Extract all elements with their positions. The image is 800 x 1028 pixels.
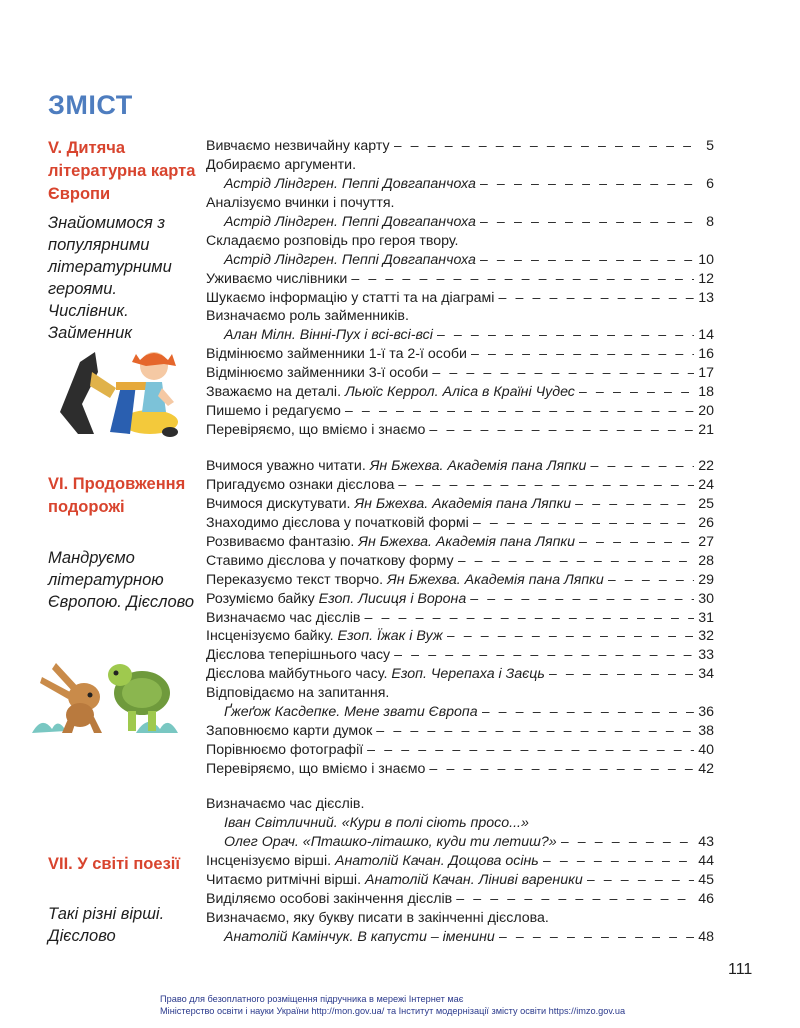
toc-entry — [206, 684, 714, 703]
toc-entry-topic: Розуміємо байку — [206, 590, 319, 607]
toc-entry — [206, 495, 714, 514]
toc-leader — [367, 741, 694, 760]
toc-entry-text — [206, 345, 467, 364]
toc-entry-topic: Дієслова майбутнього часу. — [206, 666, 392, 683]
toc-entry-text — [206, 495, 571, 514]
toc-entry — [206, 514, 714, 533]
toc-entry-text — [206, 852, 539, 871]
toc-page-number: 45 — [698, 871, 714, 888]
toc-leader — [432, 364, 694, 383]
toc-entry — [206, 251, 714, 270]
toc-entry-text — [206, 289, 494, 308]
toc-entry — [206, 722, 714, 741]
toc-entry-text — [206, 364, 428, 383]
toc-entry-work-title: Ян Бжехва. Академія пана Ляпки — [369, 458, 587, 474]
toc-entry-text — [224, 213, 476, 232]
toc-page-number: 24 — [698, 476, 714, 493]
toc-entry-text — [206, 909, 549, 928]
toc-entry-topic: Відмінюємо займенники 1-ї та 2-ї особи — [206, 346, 467, 363]
toc-entry-work-title: Анатолій Качан. Дощова осінь — [334, 852, 539, 869]
toc-entry-text — [206, 684, 389, 703]
toc-leader — [471, 345, 694, 364]
toc-entry-text — [206, 383, 575, 402]
toc-entry-topic: Зважаємо на деталі. — [206, 384, 345, 401]
section-title: VII. У світі поезії — [48, 855, 180, 873]
toc-page-number: 13 — [698, 289, 714, 306]
toc-entry-text — [206, 871, 583, 890]
toc-leader — [499, 928, 694, 947]
toc-page-number: 48 — [698, 928, 714, 945]
toc-page-number: 17 — [698, 365, 714, 382]
toc-leader — [498, 289, 694, 308]
toc-leader — [587, 871, 694, 890]
toc-entry — [206, 175, 714, 194]
toc-entry-topic: Вчимося дискутувати. — [206, 495, 355, 512]
toc-entry — [206, 383, 714, 402]
toc-page-number: 8 — [706, 213, 714, 230]
toc-entry — [206, 402, 714, 421]
toc-page-number: 44 — [698, 852, 714, 869]
toc-page-number: 22 — [698, 458, 714, 474]
toc-entry-topic: Знаходимо дієслова у початковій формі — [206, 514, 469, 531]
toc-leader — [480, 251, 694, 270]
toc-entry-work-title: Астрід Ліндгрен. Пеппі Довгапанчоха — [224, 175, 476, 192]
toc-entry — [206, 833, 714, 852]
toc-entry-text — [206, 722, 372, 741]
toc-entry-topic: Перевіряємо, що вміємо і знаємо — [206, 422, 426, 439]
toc-entry — [206, 457, 714, 476]
toc-entry-text — [206, 270, 347, 289]
toc-entry — [206, 928, 714, 947]
toc-entry-text — [206, 795, 364, 814]
toc-leader — [608, 571, 694, 590]
toc-entry — [206, 156, 714, 175]
toc-page-number: 42 — [698, 761, 714, 777]
toc-entry-work-title: Ґжеґож Касдепке. Мене звати Європа — [224, 704, 478, 721]
toc-entry-topic: Складаємо розповідь про героя твору. — [206, 232, 459, 249]
toc-entry-topic: Визначаємо роль займенників. — [206, 308, 409, 325]
toc-entry-work-title: Іван Світличний. «Кури в полі сіють просо...» — [224, 814, 529, 831]
toc-entry-text — [206, 665, 545, 684]
toc-entry-topic: Відмінюємо займенники 3-ї особи — [206, 365, 429, 382]
toc-entry-text — [206, 741, 363, 760]
toc-entry-topic: Розвиваємо фантазію. — [206, 533, 359, 550]
page-title: ЗМІСТ — [48, 90, 133, 120]
toc-entry-text — [206, 137, 390, 156]
toc-leader — [429, 760, 694, 779]
toc-page-number: 33 — [698, 647, 714, 664]
toc-leader — [579, 383, 694, 402]
toc-page-number: 28 — [698, 552, 714, 569]
toc-leader — [590, 457, 694, 476]
toc-entry-topic: Визначаємо, яку букву писати в закінченні дієслова. — [206, 909, 549, 926]
toc-page-number: 40 — [698, 742, 714, 759]
toc-leader — [480, 175, 694, 194]
toc-page-number: 16 — [698, 346, 714, 363]
toc-entry — [206, 345, 714, 364]
toc-entry-work-title: Анатолій Камінчук. В капусти – іменини — [224, 928, 495, 945]
toc-entry-work-title: Олег Орач. «Пташко-літашко, куди ти летиш?» — [224, 833, 557, 850]
toc-page-number: 34 — [698, 666, 714, 683]
toc-leader — [345, 402, 694, 421]
toc-page-number: 14 — [698, 327, 714, 344]
toc-entry-work-title: Астрід Ліндгрен. Пеппі Довгапанчоха — [224, 213, 476, 230]
section-subtitle: Знайомимося з популярними літературними героями. Числівник. Займенник — [48, 214, 172, 342]
section-title: VI. Продовження подорожі — [48, 475, 186, 516]
toc-entry-topic: Добираємо аргументи. — [206, 156, 357, 173]
toc-entry — [206, 814, 714, 833]
toc-page-number: 32 — [698, 628, 714, 645]
toc-entry-topic: Пишемо і редагуємо — [206, 403, 341, 420]
toc-leader — [473, 514, 694, 533]
toc-entry-topic: Порівнюємо фотографії — [206, 742, 364, 759]
toc-entry-text — [206, 890, 452, 909]
footer-line: Міністерство освіти і науки України http://mon.gov.ua/ та Інститут модернізації змісту освіти https://imzo.gov.ua — [160, 1006, 626, 1016]
toc-entry-topic: Ставимо дієслова у початкову форму — [206, 552, 454, 569]
toc-leader — [480, 213, 694, 232]
toc-leader — [579, 533, 694, 552]
toc-leader — [447, 627, 694, 646]
toc-entry — [206, 213, 714, 232]
toc-entry-work-title: Ян Бжехва. Академія пана Ляпки — [387, 571, 604, 588]
toc-leader — [351, 270, 694, 289]
toc-entry-text — [206, 457, 586, 476]
toc-entry-topic: Заповнюємо карти думок — [206, 723, 373, 740]
toc-entry-text — [206, 627, 443, 646]
toc-entry-text — [224, 928, 495, 947]
toc-entry-work-title: Льюїс Керрол. Аліса в Країні Чудес — [344, 384, 575, 401]
toc-entry — [206, 270, 714, 289]
toc-entry-text — [224, 251, 476, 270]
toc-page-number: 5 — [706, 138, 714, 154]
toc-entry-work-title: Ян Бжехва. Академія пана Ляпки — [358, 533, 575, 550]
toc-entry-topic: Читаємо ритмічні вірші. — [206, 871, 365, 888]
section-title: V. Дитяча літературна карта Європи — [48, 139, 196, 203]
toc-entry — [206, 289, 714, 308]
toc-entry-text — [206, 646, 390, 665]
toc-entry-text — [224, 175, 476, 194]
toc-leader — [394, 646, 694, 665]
toc-leader — [470, 590, 694, 609]
toc-entry — [206, 646, 714, 665]
toc-entry-topic: Аналізуємо вчинки і почуття. — [206, 194, 395, 211]
toc-entry-work-title: Анатолій Качан. Ліниві вареники — [364, 871, 583, 888]
toc-entry — [206, 665, 714, 684]
toc-list-section-vii — [206, 795, 714, 947]
section-subtitle: Такі різні вірші. Дієслово — [48, 905, 165, 945]
toc-page-number: 18 — [698, 384, 714, 401]
toc-entry-text — [206, 571, 604, 590]
toc-leader — [575, 495, 694, 514]
toc-entry-text — [206, 514, 469, 533]
toc-entry — [206, 326, 714, 345]
toc-entry — [206, 703, 714, 722]
toc-leader — [482, 703, 694, 722]
toc-entry-topic: Вчимося уважно читати. — [206, 458, 370, 474]
toc-entry-topic: Уживаємо числівники — [206, 270, 348, 287]
toc-entry-work-title: Астрід Ліндгрен. Пеппі Довгапанчоха — [224, 251, 476, 268]
toc-entry-text — [224, 833, 557, 852]
toc-entry — [206, 609, 714, 628]
toc-page-number: 30 — [698, 590, 714, 607]
toc-entry — [206, 741, 714, 760]
toc-entry-text — [206, 307, 409, 326]
toc-entry-topic: Шукаємо інформацію у статті та на діаграмі — [206, 289, 495, 306]
toc-page-number: 10 — [698, 251, 714, 268]
toc-page-number: 31 — [698, 609, 714, 626]
toc-entry-topic: Визначаємо час дієслів — [206, 609, 361, 626]
toc-entry-text — [206, 232, 458, 251]
toc-entry-topic: Відповідаємо на запитання. — [206, 685, 390, 702]
toc-entry-text — [206, 156, 356, 175]
toc-entry-topic: Вивчаємо незвичайну карту — [206, 138, 390, 154]
toc-entry-topic: Виділяємо особові закінчення дієслів — [206, 890, 453, 907]
toc-entry — [206, 364, 714, 383]
toc-leader — [376, 722, 694, 741]
toc-entry — [206, 137, 714, 156]
toc-entry — [206, 232, 714, 251]
toc-leader — [437, 326, 694, 345]
toc-page-number: 12 — [698, 270, 714, 287]
toc-list-section-vi — [206, 457, 714, 779]
toc-entry-topic: Дієслова теперішнього часу — [206, 647, 391, 664]
toc-entry — [206, 890, 714, 909]
toc-list-section-v — [206, 137, 714, 440]
toc-page-number: 38 — [698, 723, 714, 740]
toc-entry-text — [206, 552, 454, 571]
toc-leader — [456, 890, 694, 909]
toc-page-number: 36 — [698, 704, 714, 721]
page-number: 111 — [728, 961, 753, 978]
toc-leader — [429, 421, 694, 440]
toc-entry-text — [224, 814, 529, 833]
toc-entry — [206, 760, 714, 779]
toc-page-number: 6 — [706, 175, 714, 192]
toc-entry-text — [224, 703, 478, 722]
pippi-illustration — [50, 342, 178, 442]
toc-page-number: 26 — [698, 514, 714, 531]
toc-entry — [206, 307, 714, 326]
toc-entry-topic: Перевіряємо, що вміємо і знаємо — [206, 761, 426, 777]
toc-entry-text — [206, 609, 360, 628]
toc-entry — [206, 552, 714, 571]
toc-entry — [206, 590, 714, 609]
toc-entry-work-title: Езоп. Черепаха і Заєць — [391, 666, 545, 683]
hare-and-tortoise-illustration — [32, 655, 180, 735]
toc-page-number: 20 — [698, 403, 714, 420]
toc-entry-text — [206, 421, 425, 440]
footer-line: Право для безоплатного розміщення підручника в мережі Інтернет має — [160, 994, 464, 1004]
toc-leader — [394, 137, 694, 156]
toc-entry-work-title: Езоп. Лисиця і Ворона — [318, 590, 467, 607]
toc-entry-topic: Інсценізуємо байку. — [206, 628, 338, 645]
toc-entry — [206, 421, 714, 440]
toc-entry-topic: Переказуємо текст творчо. — [206, 571, 388, 588]
toc-page-number: 46 — [698, 890, 714, 907]
toc-leader — [561, 833, 694, 852]
toc-entry-text — [206, 590, 466, 609]
toc-entry — [206, 795, 714, 814]
toc-entry-text — [224, 326, 433, 345]
toc-entry — [206, 909, 714, 928]
toc-entry — [206, 533, 714, 552]
toc-entry-text — [206, 760, 425, 779]
toc-page-number: 25 — [698, 495, 714, 512]
toc-page-number: 27 — [698, 533, 714, 550]
toc-entry-topic: Пригадуємо ознаки дієслова — [206, 476, 395, 493]
toc-entry-text — [206, 476, 394, 495]
footer — [160, 993, 680, 1017]
toc-entry-text — [206, 533, 575, 552]
toc-entry-text — [206, 194, 394, 213]
toc-entry — [206, 627, 714, 646]
toc-leader — [398, 476, 694, 495]
toc-entry — [206, 571, 714, 590]
toc-page-number: 43 — [698, 833, 714, 850]
toc-entry-text — [206, 402, 341, 421]
toc-leader — [364, 609, 694, 628]
toc-entry — [206, 194, 714, 213]
toc-entry-topic: Визначаємо час дієслів. — [206, 796, 365, 812]
toc-entry — [206, 871, 714, 890]
toc-leader — [543, 852, 694, 871]
toc-entry — [206, 852, 714, 871]
toc-entry-work-title: Алан Мілн. Вінні-Пух і всі-всі-всі — [224, 327, 433, 344]
toc-leader — [458, 552, 694, 571]
toc-entry-work-title: Ян Бжехва. Академія пана Ляпки — [354, 495, 572, 512]
toc-entry-topic: Інсценізуємо вірші. — [206, 852, 335, 869]
toc-page-number: 21 — [698, 422, 714, 439]
toc-page-number: 29 — [698, 571, 714, 588]
section-subtitle: Мандруємо літературною Європою. Дієслово — [48, 549, 195, 611]
toc-entry-work-title: Езоп. Їжак і Вуж — [337, 628, 443, 645]
toc-leader — [549, 665, 694, 684]
toc-entry — [206, 476, 714, 495]
